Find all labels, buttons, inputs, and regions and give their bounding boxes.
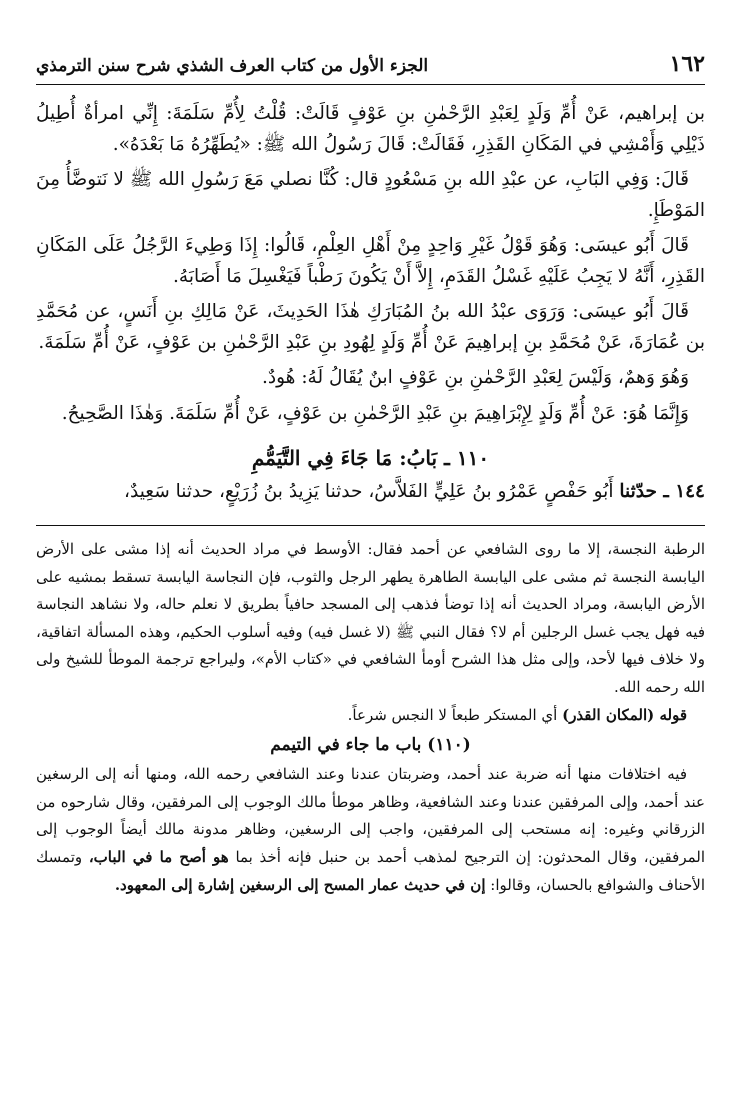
- page-number: ١٦٢: [669, 51, 705, 77]
- commentary-heading: (١١٠) باب ما جاء في التيمم: [270, 735, 471, 756]
- main-paragraph-4: قَالَ أَبُو عيسَى: وَرَوَى عبْدُ الله بنُ المُبَارَكِ هٰذَا الحَدِيثَ، عَنْ مَالِكِ بنِ أَنَسٍ، عن مُحَمَّدِ بن عُمَارَةَ، عَنْ مُحَمَّدِ بنِ إبراهِيمَ عَنْ أُمِّ وَلَدٍ لِهُودِ بنِ عَبْدِ الرَّحْمٰنِ بن عَوْفٍ، عَنْ أُمِّ سَلَمَةَ.: [36, 301, 705, 353]
- commentary-text-mid: وتمسك الأحناف والشوافع بالحسان، وقالوا:: [36, 847, 705, 894]
- chapter-title: ١١٠ ـ بَابُ: مَا جَاءَ فِي التَّيَمُّمِ: [251, 446, 490, 470]
- main-paragraph-1: بن إبراهيم، عَنْ أُمِّ وَلَدٍ لِعَبْدِ الرَّحْمٰنِ بنِ عَوْفٍ قَالَتْ: قُلْتُ لِأُمِّ سَلَمَةَ: إِنِّي امرأةٌ أُطِيلُ ذَيْلِي وَأَمْشِي في المَكَانِ القَذِرِ، فَقَالَتْ: قَالَ رَسُولُ الله ﷺ: «يُطَهِّرُهُ مَا بَعْدَهُ».: [36, 103, 705, 155]
- main-paragraph-3: قَالَ أَبُو عيسَى: وَهُوَ قَوْلُ غَيْرِ وَاحِدٍ مِنْ أَهْلِ العِلْمِ، قَالُوا: إِذَا وَطِيءَ الرَّجُلُ عَلَى المَكَانِ القَذِرِ، أَنَّهُ لا يَجِبُ عَلَيْهِ غَسْلُ القَدَمِ، إِلاَّ أَنْ يَكُونَ رَطْباً فَيَغْسِلَ مَا أَصَابَهُ.: [36, 235, 705, 287]
- hadith-144: [36, 477, 705, 507]
- footnote-divider: [36, 525, 705, 526]
- main-text: [36, 99, 705, 507]
- running-header: [36, 52, 705, 85]
- commentary-explanation: أي المستكر طبعاً لا النجس شرعاً.: [347, 705, 558, 724]
- commentary-bold-conclusion: إن في حديث عمار المسح إلى الرسغين إشارة إلى المعهود.: [114, 875, 486, 894]
- book-title: الجزء الأول من كتاب العرف الشذي شرح سنن الترمذي: [36, 56, 429, 76]
- commentary-section: [36, 536, 705, 899]
- main-paragraph-6: وَإِنَّمَا هُوَ: عَنْ أُمِّ وَلَدٍ لِإِبْرَاهِيمَ بنِ عَبْدِ الرَّحْمٰنِ بن عَوْفٍ، عَنْ أُمِّ سَلَمَةَ. وَهٰذَا الصَّحِيحُ.: [61, 402, 689, 424]
- commentary-quote: قوله (المكان القذر): [562, 705, 687, 724]
- hadith-isnad: أَبُو حَفْصٍ عَمْرُو بنُ عَلِيٍّ الفَلاَّسُ، حدثنا يَزِيدُ بنُ زُرَيْعٍ، حدثنا سَعِيدٌ،: [124, 481, 614, 502]
- commentary-bold-phrase: هو أصح ما في الباب،: [88, 847, 229, 866]
- commentary-paragraph-2: [36, 702, 705, 730]
- hadith-number: ١٤٤ ـ حدّثنا: [619, 481, 705, 502]
- commentary-paragraph-1: الرطبة النجسة، إلا ما روى الشافعي عن أحمد فقال: الأوسط في مراد الحديث أنه إذا مشى على الأرض اليابسة النجسة ثم مشى على اليابسة الطاهرة يطهر الرجل والثوب، فإن النجاسة اليابسة تسقط بمشيه على الأرض اليابسة، ومراد الحديث أنه إذا توضأ فذهب إلى المسجد حافياً بطريق لا نعلم حاله، ولا نشاهد النجاسة فيه فهل يجب غسل الرجلين أم لا؟ فقال النبي ﷺ (لا غسل فيه) وفيه أسلوب الحكيم، وهذه المسألة اتفاقية، ولا خلاف فيها لأحد، وإلى مثل هذا الشرح أومأ الشافعي في «كتاب الأم»، وليراجع ترجمة الموطأ للشيخ ولى الله رحمه الله.: [36, 540, 705, 696]
- commentary-text-main: فيه اختلافات منها أنه ضربة عند أحمد، وضربتان عندنا وعند الشافعي رحمه الله، ومنها أنه إلى الرسغين عند أحمد، وإلى المرفقين عندنا وعند الشافعية، وظاهر موطأ مالك الوجوب إلى المرفقين، وقال شارحوه من الزرقاني وغيره: إنه مستحب إلى المرفقين، واجب إلى الرسغين، وظاهر مدونة مالك أيضاً الوجوب إلى المرفقين، وقال المحدثون: إن الترجيح لمذهب أحمد بن حنبل فإنه أخذ بما: [36, 765, 706, 866]
- commentary-paragraph-3: [36, 761, 705, 899]
- main-paragraph-5: وَهُوَ وَهمٌ، وَلَيْسَ لِعَبْدِ الرَّحْمٰنِ بنِ عَوْفٍ ابنٌ يُقَالُ لَهُ: هُودٌ.: [262, 367, 689, 388]
- main-paragraph-2: قَالَ: وَفِي البَابِ، عن عبْدِ الله بنِ مَسْعُودٍ قال: كُنَّا نصلي مَعَ رَسُولِ الله ﷺ لا نَتوضَّأُ مِنَ المَوْطَإِ.: [36, 169, 705, 221]
